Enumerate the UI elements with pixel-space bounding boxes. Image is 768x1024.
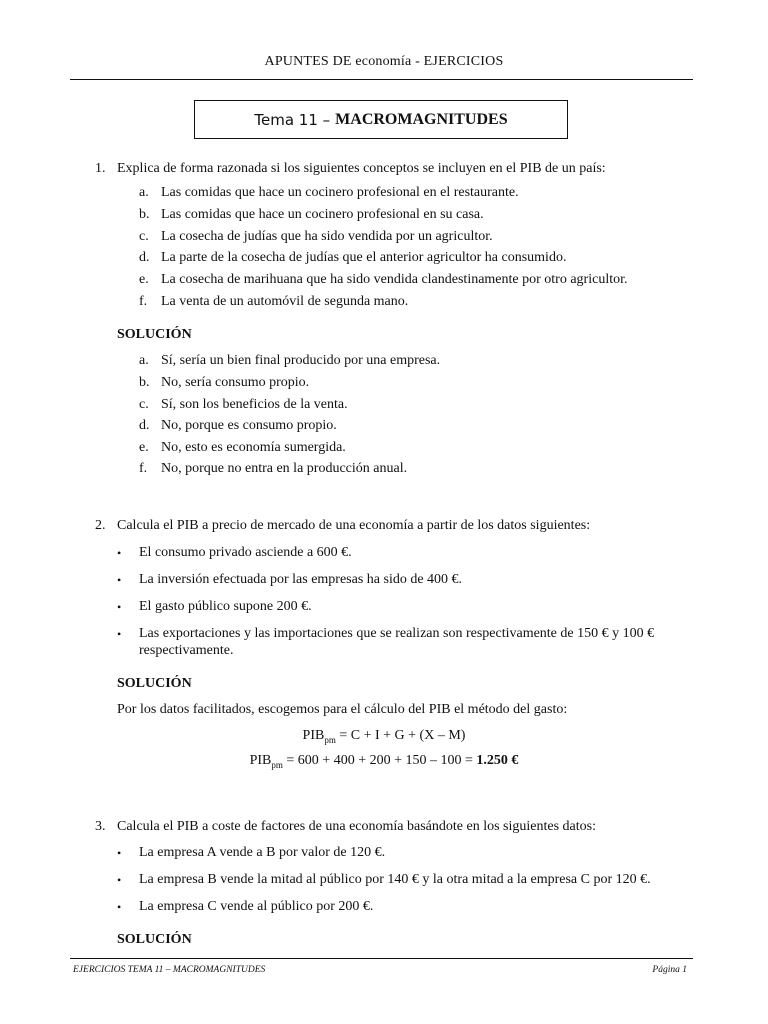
q1-solution-label: SOLUCIÓN (117, 327, 192, 342)
q1-item-letter: c. (139, 229, 149, 244)
q2-text: Calcula el PIB a precio de mercado de una economía a partir de los datos siguientes: (117, 518, 591, 533)
q3-text: Calcula el PIB a coste de factores de una economía basándote en los siguientes datos: (117, 819, 596, 834)
footer-divider (70, 958, 693, 959)
formula-subscript: pm (271, 759, 283, 770)
q2-bullet-text: El gasto público supone 200 €. (139, 599, 312, 614)
q2-bullet-text: Las exportaciones y las importaciones que se realizan son respectivamente de 150 € y 100 € (139, 626, 655, 641)
q2-solution-label: SOLUCIÓN (117, 676, 192, 691)
q1-solution-text: No, esto es economía sumergida. (161, 440, 346, 455)
q2-number: 2. (95, 518, 106, 533)
bullet-icon: • (117, 900, 122, 914)
q1-item-text: Las comidas que hace un cocinero profesional en el restaurante. (161, 185, 519, 200)
q1-solution-letter: c. (139, 397, 149, 412)
q1-item-text: La cosecha de marihuana que ha sido vendida clandestinamente por otro agricultor. (161, 272, 628, 287)
formula-pib-calculation (0, 753, 768, 773)
q1-solution-letter: a. (139, 353, 149, 368)
q1-item-letter: b. (139, 207, 150, 222)
q1-solution-text: Sí, son los beneficios de la venta. (161, 397, 348, 412)
bullet-icon: • (117, 627, 122, 641)
bullet-icon: • (117, 546, 122, 560)
page-header-title: APUNTES DE economía - EJERCICIOS (264, 54, 504, 69)
q1-item-text: Las comidas que hace un cocinero profesional en su casa. (161, 207, 484, 222)
q1-item-letter: f. (139, 294, 148, 309)
q1-solution-letter: e. (139, 440, 149, 455)
formula-pib: PIB (302, 728, 325, 743)
formula-pib-definition (0, 728, 768, 748)
header-divider (70, 79, 693, 80)
bullet-icon: • (117, 873, 122, 887)
q1-text: Explica de forma razonada si los siguientes conceptos se incluyen en el PIB de un país: (117, 161, 606, 176)
q2-bullet-text: El consumo privado asciende a 600 €. (139, 545, 352, 560)
q1-solution-text: No, porque es consumo propio. (161, 418, 337, 433)
q1-item-text: La venta de un automóvil de segunda mano. (161, 294, 409, 309)
formula-rest: = C + I + G + (X – M) (335, 728, 466, 743)
bullet-icon: • (117, 573, 122, 587)
footer-document-name: EJERCICIOS TEMA 11 – MACROMAGNITUDES (73, 965, 266, 975)
q1-item-text: La parte de la cosecha de judías que el anterior agricultor ha consumido. (161, 250, 567, 265)
q3-bullet-text: La empresa B vende la mitad al público por 140 € y la otra mitad a la empresa C por 120 €. (139, 872, 651, 887)
q3-solution-label: SOLUCIÓN (117, 932, 192, 947)
q2-bullet-text: La inversión efectuada por las empresas ha sido de 400 €. (139, 572, 463, 587)
bullet-icon: • (117, 846, 122, 860)
formula-result: 1.250 € (476, 753, 519, 768)
q2-bullet-text-continuation: respectivamente. (139, 643, 234, 658)
footer-page-number: Página 1 (652, 965, 687, 975)
q1-solution-letter: b. (139, 375, 150, 390)
q3-bullet-text: La empresa A vende a B por valor de 120 €. (139, 845, 386, 860)
q3-number: 3. (95, 819, 106, 834)
formula-rest: = 600 + 400 + 200 + 150 – 100 = (282, 753, 477, 768)
q1-item-text: La cosecha de judías que ha sido vendida por un agricultor. (161, 229, 493, 244)
formula-pib: PIB (249, 753, 272, 768)
q1-item-letter: d. (139, 250, 150, 265)
q1-number: 1. (95, 161, 106, 176)
formula-subscript: pm (324, 734, 336, 745)
q1-solution-letter: d. (139, 418, 150, 433)
title-prefix: Tema 11 – (254, 110, 331, 129)
q1-solution-letter: f. (139, 461, 148, 476)
title-main: MACROMAGNITUDES (335, 110, 508, 128)
document-title-box (194, 100, 568, 139)
q1-solution-text: No, sería consumo propio. (161, 375, 310, 390)
q1-item-letter: e. (139, 272, 149, 287)
q2-solution-intro: Por los datos facilitados, escogemos para el cálculo del PIB el método del gasto: (117, 702, 568, 717)
q1-solution-text: Sí, sería un bien final producido por una empresa. (161, 353, 441, 368)
q1-item-letter: a. (139, 185, 149, 200)
bullet-icon: • (117, 600, 122, 614)
q1-solution-text: No, porque no entra en la producción anual. (161, 461, 408, 476)
q3-bullet-text: La empresa C vende al público por 200 €. (139, 899, 374, 914)
